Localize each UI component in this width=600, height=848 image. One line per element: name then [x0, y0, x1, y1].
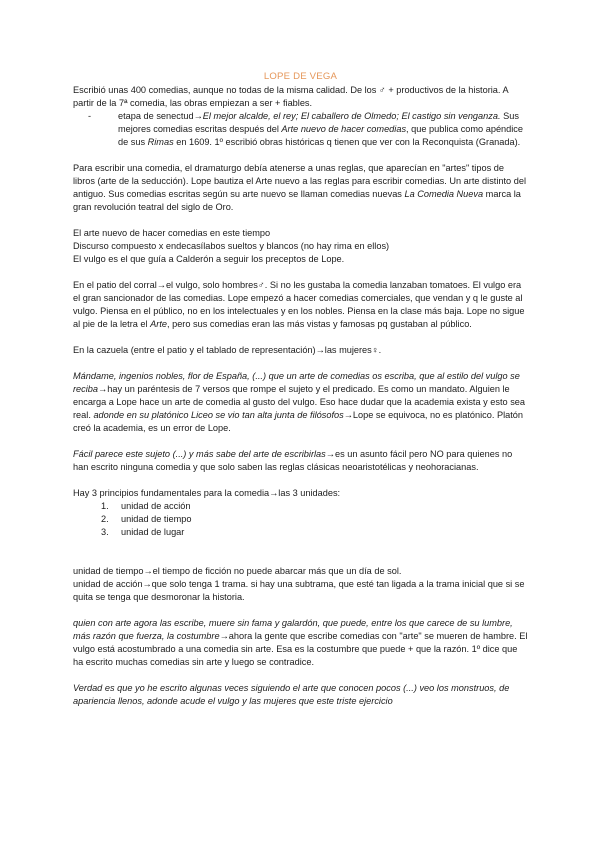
principios-intro: Hay 3 principios fundamentales para la comedia→las 3 unidades:	[73, 488, 341, 498]
mandame-paragraph: Mándame, ingenios nobles, flor de España, (...) que un arte de comedias os escriba, que al estilo del vulgo se reciba→hay un paréntesis de 7 versos que rompe el sujeto y el predicado. Es como un mandato. Alguien le encarga a Lope hace un arte de comedia al gusto del vulgo. Eso hace dudar que la academia exista y esto sea real. adonde en su platónico Liceo se vio tan alta junta de filósofos→Lope se equivoca, no es platónico. Platón creó la academia, es un error de Lope.	[73, 371, 526, 433]
list-item: 1. unidad de acción	[101, 501, 191, 511]
reglas-paragraph: Para escribir una comedia, el dramaturgo debía atenerse a unas reglas, que aparecían en "artes" tipos de libros (arte de la seducción). Lope bautiza el Arte nuevo a las reglas para escribir comedias. Un arte distinto del antiguo. Sus comedias escritas según su arte nuevo se llaman comedias nuevas La Comedia Nueva marca la gran revolución teatral del siglo de Oro.	[73, 163, 526, 212]
document-title: LOPE DE VEGA	[263, 71, 338, 82]
intro-paragraph: Escribió unas 400 comedias, aunque no todas de la misma calidad. De los ♂ + productivos de la historia. A partir de la 7ª comedia, las obras empiezan a ser + fiables.	[73, 85, 509, 108]
arte-line-3: El vulgo es el que guía a Calderón a seguir los preceptos de Lope.	[73, 254, 345, 264]
arte-line-2: Discurso compuesto x endecasílabos sueltos y blancos (no hay rima en ellos)	[73, 241, 390, 251]
unidad-accion-line: unidad de acción→que solo tenga 1 trama. si hay una subtrama, que esté tan ligada a la trama inicial que si se quita se tenga que desmoronar la historia.	[73, 579, 525, 602]
list-item: 2. unidad de tiempo	[101, 514, 192, 524]
verdad-paragraph: Verdad es que yo he escrito algunas veces siguiendo el arte que conocen pocos (...) veo los monstruos, de apariencia llenos, adonde acude el vulgo y las mujeres que este triste ejercicio	[73, 683, 510, 706]
cazuela-paragraph: En la cazuela (entre el patio y el tablado de representación)→las mujeres♀.	[73, 345, 382, 355]
unidad-tiempo-line: unidad de tiempo→el tiempo de ficción no puede abarcar más que un día de sol.	[73, 566, 402, 576]
senectud-bullet	[73, 110, 528, 149]
arte-line-1: El arte nuevo de hacer comedias en este tiempo	[73, 228, 271, 238]
patio-paragraph: En el patio del corral→el vulgo, solo hombres♂. Si no les gustaba la comedia lanzaban tomatoes. El vulgo era el gran sancionador de las comedias. Lope empezó a hacer comedias comerciales, que vendan y q le guste al vulgo. Piensa en el público, no en los intelectuales y en los nobles. Piensa en la clase más baja. Lope no sigue al pie de la letra el Arte, pero sus comedias eran las más vistas y famosas pq gustaban al público.	[73, 280, 525, 329]
quien-paragraph: quien con arte agora las escribe, muere sin fama y galardón, que puede, entre los que carece de su lumbre, más razón que fuerza, la costumbre→ahora la gente que escribe comedias con "arte" se mueren de hambre. El vulgo está acostumbrado a una comedia sin arte. Esa es la costumbre que puede + que la razón. 1º dice que ha escrito muchas comedias sin arte y luego se contradice.	[73, 618, 528, 667]
list-item: 3. unidad de lugar	[101, 527, 185, 537]
bullet-marker: -	[88, 111, 92, 121]
bullet-text: etapa de senectud→El mejor alcalde, el rey; El caballero de Olmedo; El castigo sin venganza. Sus mejores comedias escritas después del Arte nuevo de hacer comedias, que publica como apéndice de sus Rimas en 1609. 1º escribió obras históricas q tienen que ver con la Reconquista (Granada).	[118, 111, 524, 147]
facil-paragraph: Fácil parece este sujeto (...) y más sabe del arte de escribirlas→es un asunto fácil pero NO para quienes no han escrito ninguna comedia y que solo saben las reglas clásicas neoaristotélicas y neohoracianas.	[73, 449, 513, 472]
principios-list	[73, 500, 528, 539]
